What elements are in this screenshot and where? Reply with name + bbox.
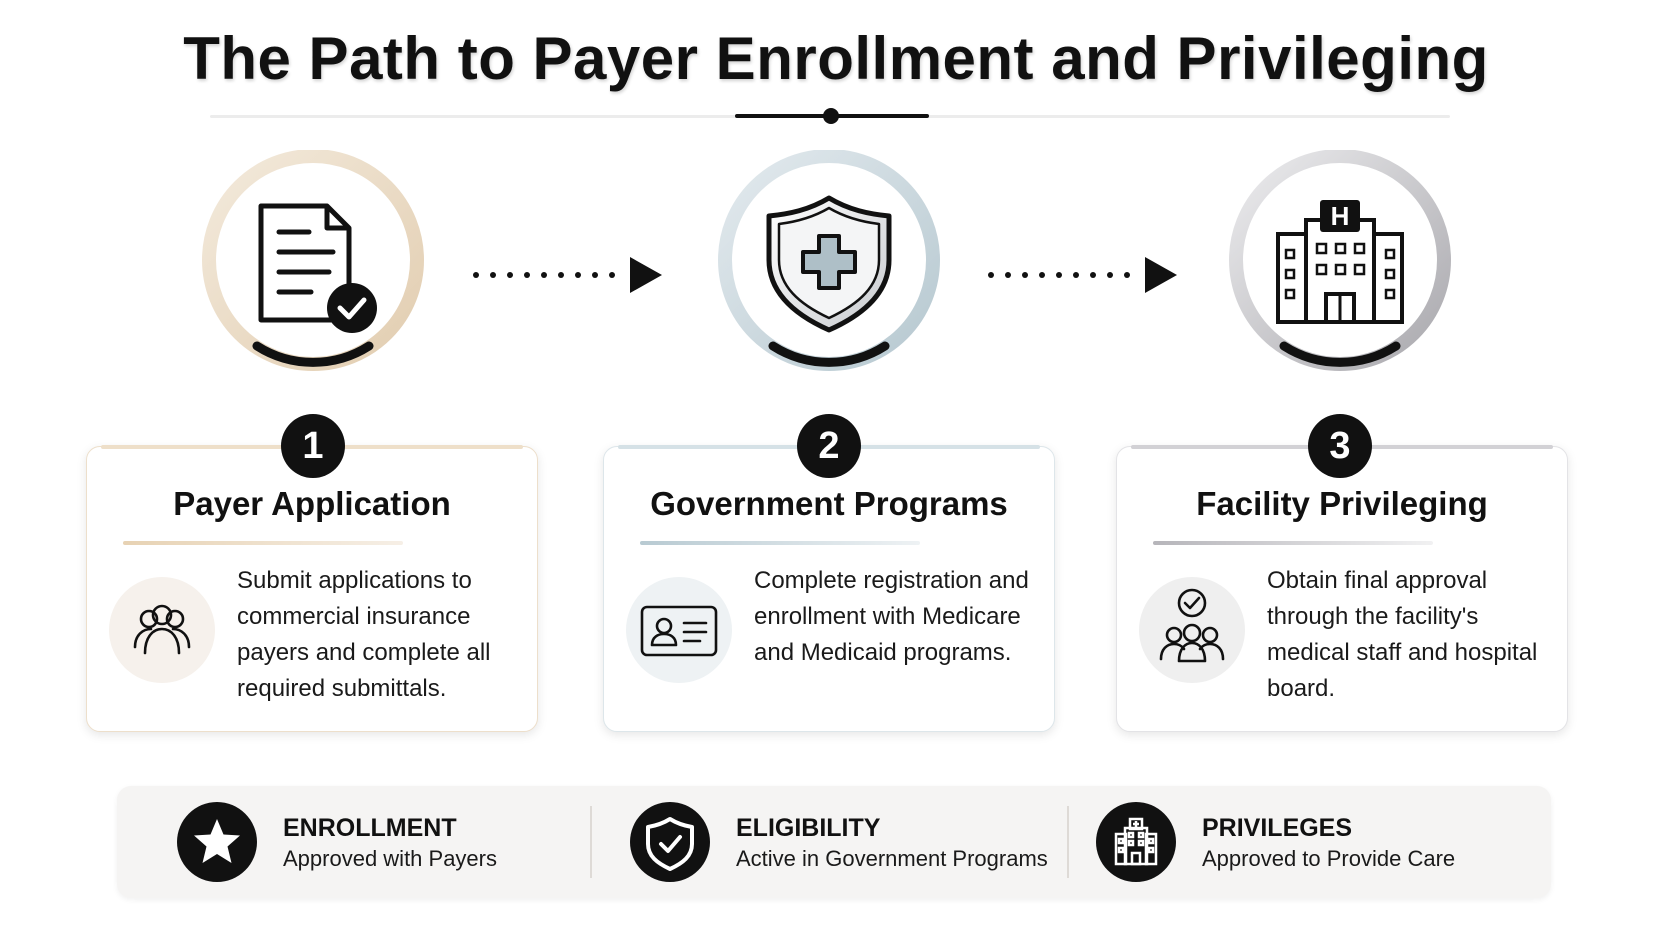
step-1-icon-ring [193,150,433,390]
step-3-description: Obtain final approval through the facility's medical staff and hospital board. [1267,567,1538,702]
star-icon [177,802,257,882]
outcome-subtext: Active in Government Programs [736,846,1048,871]
hospital-icon [1096,802,1176,882]
page-title: The Path to Payer Enrollment and Privileging [183,25,1489,92]
step-3-card [1116,446,1568,732]
step-1-description: Submit applications to commercial insurance payers and complete all required submittals. [237,567,491,702]
outcome-subtext: Approved with Payers [283,846,497,871]
outcome-label: ENROLLMENT [283,814,457,842]
flow-arrow-2 [987,255,1177,295]
step-3-icon-ring [1220,150,1460,390]
outcome-label: PRIVILEGES [1202,814,1353,842]
step-2-title: Government Programs [650,485,1008,522]
step-3-title: Facility Privileging [1196,485,1488,522]
outcome-divider [590,806,592,878]
outcome-subtext: Approved to Provide Care [1202,846,1456,871]
step-2-icon-ring [709,150,949,390]
svg-text:H: H [1330,201,1350,231]
step-1-title: Payer Application [173,485,451,522]
approved-team-icon [1139,577,1245,683]
step-1-number: 1 [281,414,345,478]
title-divider-dot [823,108,839,124]
shield-check-icon [630,802,710,882]
outcome-label: ELIGIBILITY [736,814,881,842]
card-title-underline [1153,541,1433,545]
card-title-underline [123,541,403,545]
step-3-number: 3 [1308,414,1372,478]
id-card-icon [626,577,732,683]
step-2-card [603,446,1055,732]
card-title-underline [640,541,920,545]
flow-arrow-1 [472,255,662,295]
outcome-divider [1067,806,1069,878]
step-2-description: Complete registration and enrollment with Medicare and Medicaid programs. [754,567,1029,666]
step-1-card [86,446,538,732]
outcomes-bar [117,786,1551,898]
step-2-number: 2 [797,414,861,478]
people-group-icon [109,577,215,683]
